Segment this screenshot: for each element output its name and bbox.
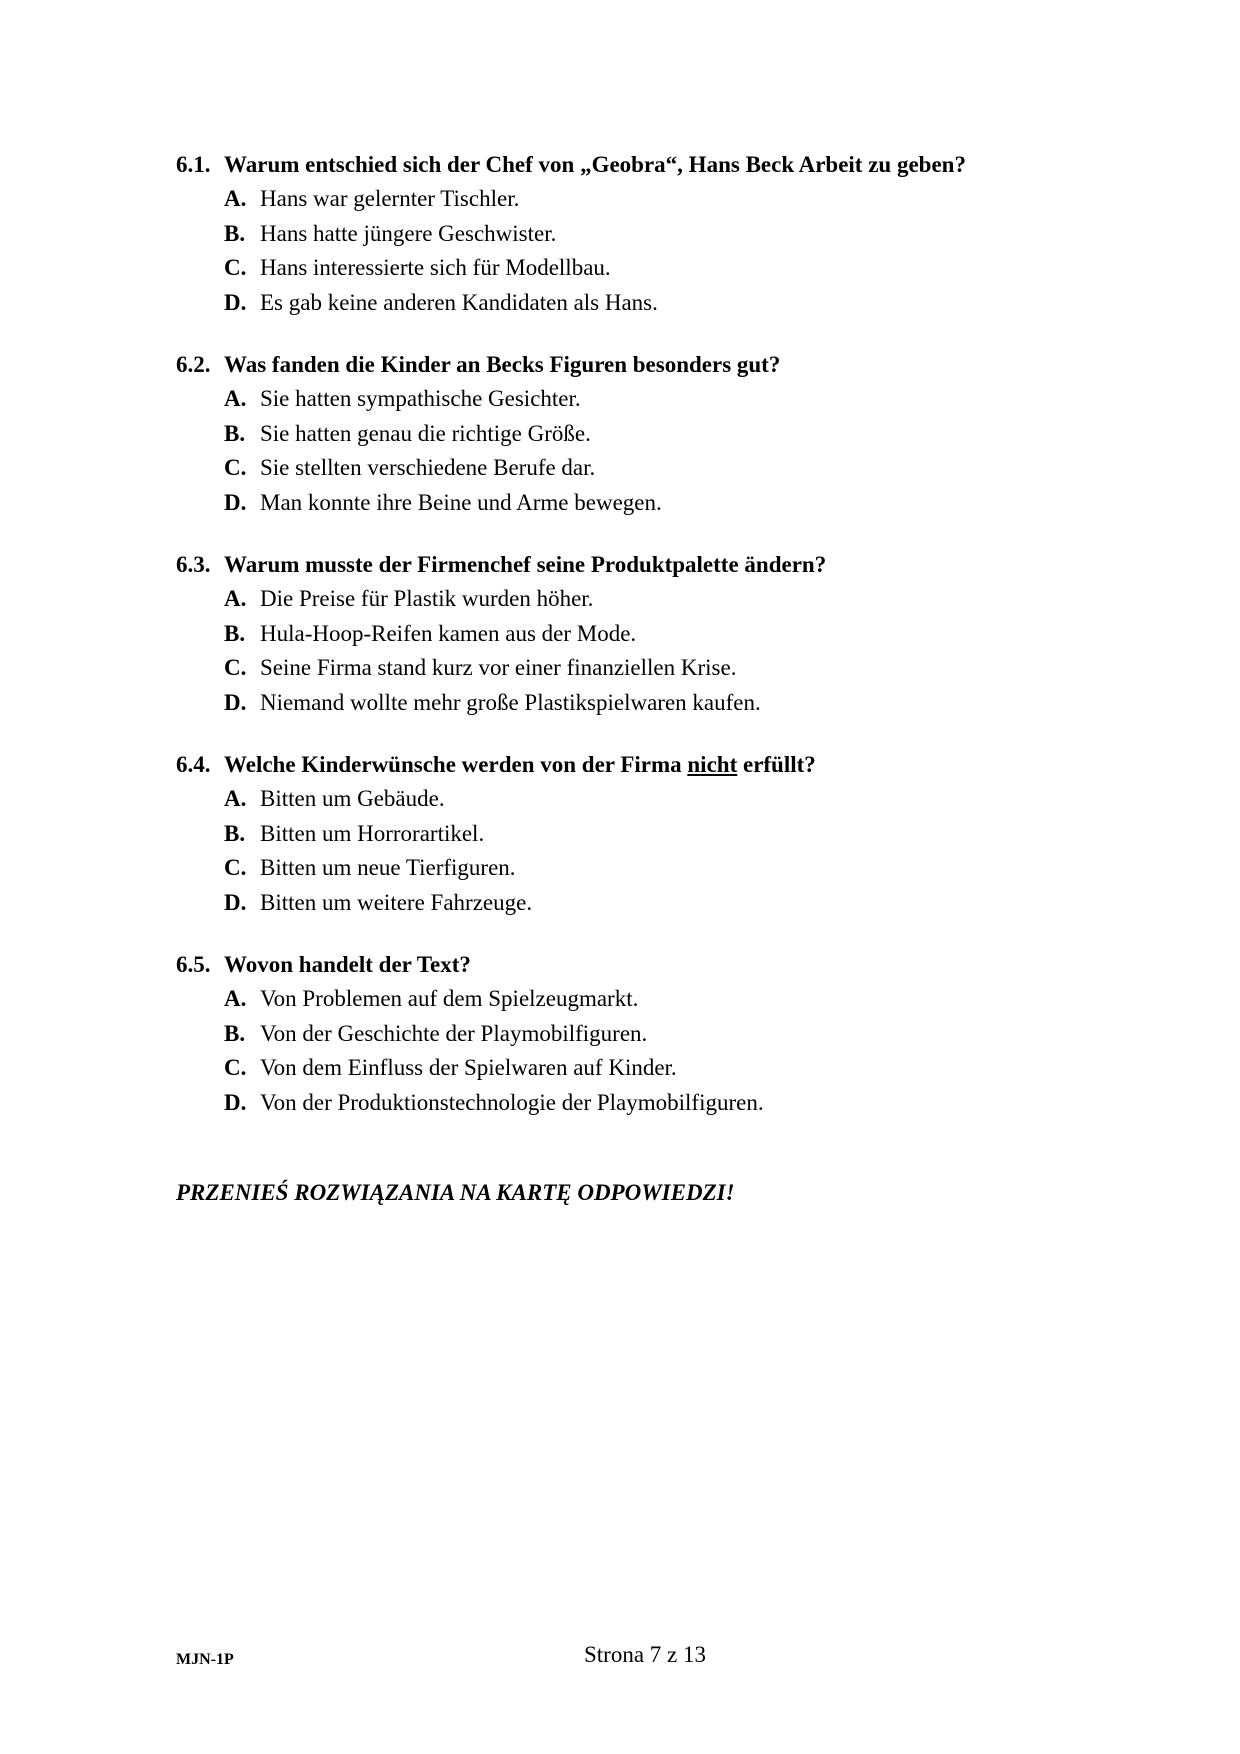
question-text: Warum entschied sich der Chef von „Geobra“, Hans Beck Arbeit zu geben?: [224, 152, 966, 177]
answer-option[interactable]: [176, 851, 1136, 886]
question-heading: [176, 948, 1136, 982]
option-text: Von Problemen auf dem Spielzeugmarkt.: [260, 986, 639, 1011]
answer-options: [176, 782, 1136, 920]
answer-option[interactable]: [176, 286, 1136, 321]
option-text: Es gab keine anderen Kandidaten als Hans.: [260, 289, 658, 315]
option-letter: D.: [224, 889, 247, 915]
option-letter: C.: [224, 255, 247, 280]
option-letter: C.: [224, 655, 247, 680]
option-text: Von der Produktionstechnologie der Playmobilfiguren.: [260, 1089, 764, 1115]
question-text-end: erfüllt?: [737, 752, 816, 777]
option-text: Von dem Einfluss der Spielwaren auf Kinder.: [260, 1055, 677, 1080]
question-number: 6.1.: [176, 152, 211, 177]
option-letter: D.: [224, 1089, 247, 1115]
question-number: 6.4.: [176, 752, 211, 777]
option-text: Hans hatte jüngere Geschwister.: [260, 220, 557, 246]
answer-option[interactable]: [176, 686, 1136, 721]
answer-option[interactable]: [176, 982, 1136, 1017]
question-list: [176, 148, 1136, 1120]
option-letter: B.: [224, 420, 246, 446]
option-text: Die Preise für Plastik wurden höher.: [260, 586, 594, 611]
question-heading: [176, 148, 1136, 182]
page-number: Strona 7 z 13: [583, 1642, 706, 1667]
answer-option[interactable]: [176, 451, 1136, 486]
question-text: Warum musste der Firmenchef seine Produktpalette ändern?: [224, 552, 827, 577]
option-letter: B.: [224, 620, 246, 646]
question-6-1: [176, 148, 1136, 320]
question-6-5: [176, 948, 1136, 1120]
question-number: 6.3.: [176, 552, 211, 577]
option-letter: A.: [224, 786, 247, 811]
option-text: Hans war gelernter Tischler.: [260, 186, 520, 211]
option-letter: D.: [224, 689, 247, 715]
option-letter: C.: [224, 855, 247, 880]
question-text: Was fanden die Kinder an Becks Figuren besonders gut?: [224, 352, 781, 377]
answer-option[interactable]: [176, 617, 1136, 652]
question-number: 6.5.: [176, 952, 211, 977]
option-text: Hula-Hoop-Reifen kamen aus der Mode.: [260, 620, 637, 646]
option-text: Sie hatten sympathische Gesichter.: [260, 386, 581, 411]
option-letter: B.: [224, 1020, 246, 1046]
answer-option[interactable]: [176, 1017, 1136, 1052]
exam-code: MJN-1P: [176, 1651, 234, 1668]
option-text: Bitten um weitere Fahrzeuge.: [260, 889, 533, 915]
answer-option[interactable]: [176, 182, 1136, 217]
answer-option[interactable]: [176, 651, 1136, 686]
option-text: Niemand wollte mehr große Plastikspielwaren kaufen.: [260, 689, 761, 715]
answer-option[interactable]: [176, 582, 1136, 617]
question-number: 6.2.: [176, 352, 211, 377]
answer-options: [176, 982, 1136, 1120]
option-text: Bitten um Gebäude.: [260, 786, 445, 811]
option-text: Hans interessierte sich für Modellbau.: [260, 255, 611, 280]
option-letter: D.: [224, 489, 247, 515]
answer-option[interactable]: [176, 486, 1136, 521]
question-text-emphasis: nicht: [687, 752, 738, 777]
option-letter: C.: [224, 455, 247, 480]
option-text: Sie hatten genau die richtige Größe.: [260, 420, 591, 446]
question-6-4: [176, 748, 1136, 920]
answer-option[interactable]: [176, 251, 1136, 286]
option-text: Sie stellten verschiedene Berufe dar.: [260, 455, 596, 480]
answer-option[interactable]: [176, 1086, 1136, 1121]
question-6-2: [176, 348, 1136, 520]
option-text: Man konnte ihre Beine und Arme bewegen.: [260, 489, 662, 515]
option-letter: A.: [224, 186, 247, 211]
transfer-instruction: PRZENIEŚ ROZWIĄZANIA NA KARTĘ ODPOWIEDZI!: [176, 1180, 735, 1205]
option-letter: A.: [224, 386, 247, 411]
answer-option[interactable]: [176, 1051, 1136, 1086]
answer-options: [176, 382, 1136, 520]
option-letter: D.: [224, 289, 247, 315]
option-text: Von der Geschichte der Playmobilfiguren.: [260, 1020, 648, 1046]
question-heading: [176, 748, 1136, 782]
question-heading: [176, 348, 1136, 382]
answer-options: [176, 182, 1136, 320]
option-text: Bitten um neue Tierfiguren.: [260, 855, 516, 880]
option-letter: C.: [224, 1055, 247, 1080]
question-text-start: Welche Kinderwünsche werden von der Firma: [224, 752, 688, 777]
answer-option[interactable]: [176, 817, 1136, 852]
option-letter: B.: [224, 820, 246, 846]
answer-option[interactable]: [176, 886, 1136, 921]
answer-option[interactable]: [176, 217, 1136, 252]
option-text: Bitten um Horrorartikel.: [260, 820, 485, 846]
question-text: Wovon handelt der Text?: [224, 952, 471, 977]
option-letter: B.: [224, 220, 246, 246]
option-text: Seine Firma stand kurz vor einer finanziellen Krise.: [260, 655, 737, 680]
question-6-3: [176, 548, 1136, 720]
answer-option[interactable]: [176, 382, 1136, 417]
option-letter: A.: [224, 986, 247, 1011]
option-letter: A.: [224, 586, 247, 611]
answer-option[interactable]: [176, 417, 1136, 452]
answer-option[interactable]: [176, 782, 1136, 817]
question-heading: [176, 548, 1136, 582]
answer-options: [176, 582, 1136, 720]
